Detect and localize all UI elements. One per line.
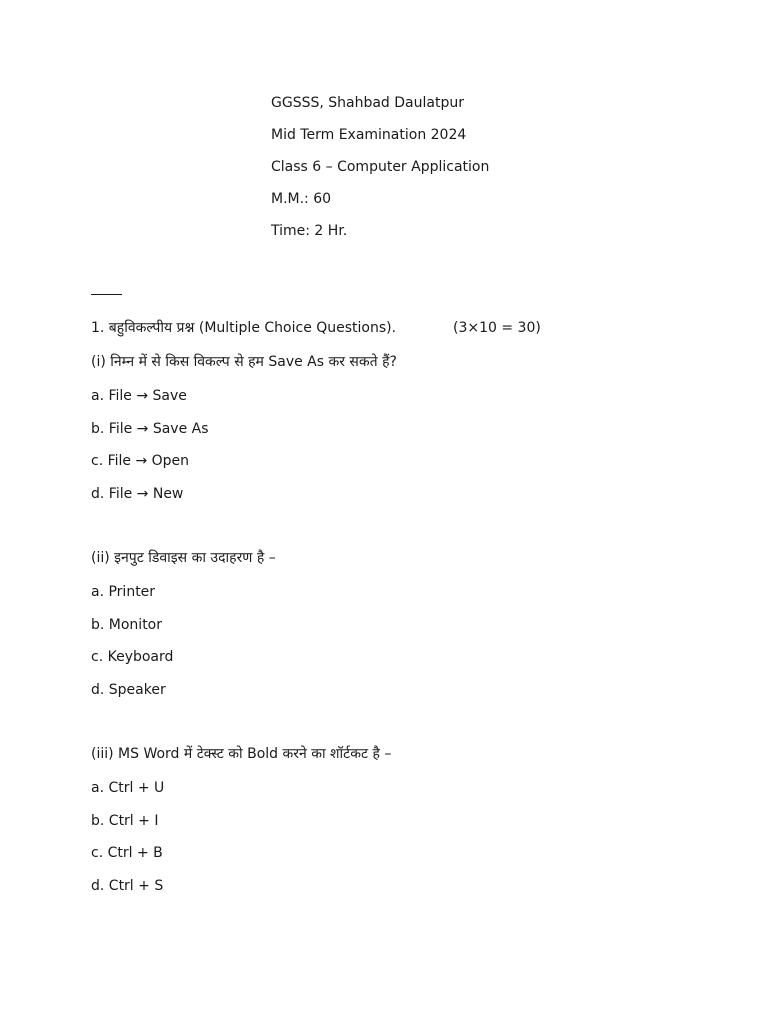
option-a: a. Ctrl + U [91, 780, 165, 796]
question-text: (i) निम्न में से किस विकल्प से हम Save As कर सकते हैं? [91, 354, 397, 370]
option-d: d. Speaker [91, 681, 166, 698]
option-b: b. Ctrl + I [91, 812, 159, 829]
option-d: d. File → New [91, 485, 184, 502]
option-b: b. Monitor [91, 616, 163, 633]
separator-line [91, 294, 122, 295]
question-block [91, 351, 397, 515]
option-c: c. File → Open [91, 453, 190, 469]
option-a: a. Printer [91, 584, 156, 600]
question-text: (iii) MS Word में टेक्स्ट को Bold करने का शॉर्टकट है – [91, 746, 392, 762]
max-marks: M.M.: 60 [271, 191, 332, 207]
option-b: b. File → Save As [91, 420, 209, 437]
question-text: (ii) इनपुट डिवाइस का उदाहरण है – [91, 550, 276, 566]
exam-time: Time: 2 Hr. [271, 223, 348, 239]
option-c: c. Ctrl + B [91, 845, 163, 861]
section-marks: (3×10 = 30) [453, 320, 541, 336]
question-block [91, 547, 276, 711]
exam-title: Mid Term Examination 2024 [271, 127, 467, 143]
option-d: d. Ctrl + S [91, 877, 164, 894]
section-title: 1. बहुविकल्पीय प्रश्न (Multiple Choice Questions). [91, 320, 397, 336]
question-block [91, 743, 391, 907]
section-heading [91, 317, 541, 339]
class-subject: Class 6 – Computer Application [271, 159, 490, 175]
option-c: c. Keyboard [91, 649, 174, 665]
option-a: a. File → Save [91, 388, 187, 404]
school-name: GGSSS, Shahbad Daulatpur [271, 95, 464, 111]
exam-header [271, 92, 489, 252]
